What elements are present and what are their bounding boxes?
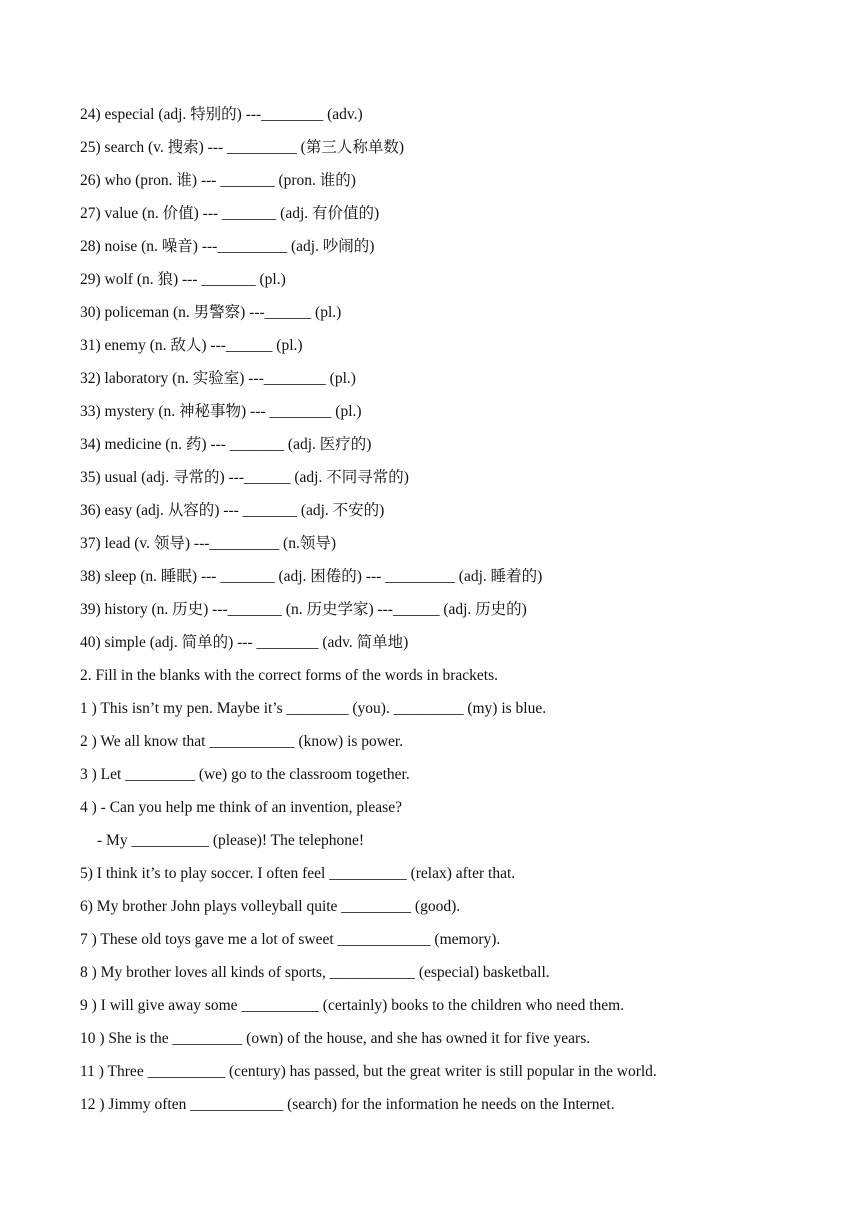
- word-item: 35) usual (adj. 寻常的) ---______ (adj. 不同寻常的): [80, 469, 409, 486]
- section-title: 2. Fill in the blanks with the correct forms of the words in brackets.: [80, 667, 498, 684]
- sentence-item: 5) I think it’s to play soccer. I often feel __________ (relax) after that.: [80, 865, 516, 882]
- worksheet-content: [80, 104, 780, 1127]
- word-item: 25) search (v. 搜索) --- _________ (第三人称单数): [80, 139, 404, 156]
- word-item: 40) simple (adj. 简单的) --- ________ (adv. 简单地): [80, 634, 409, 651]
- word-item: 36) easy (adj. 从容的) --- _______ (adj. 不安的): [80, 502, 385, 519]
- sentence-item: 4 ) - Can you help me think of an invention, please?: [80, 799, 402, 816]
- word-item: 29) wolf (n. 狼) --- _______ (pl.): [80, 271, 286, 288]
- sentence-item: 11 ) Three __________ (century) has passed, but the great writer is still popular in the world.: [80, 1063, 657, 1080]
- sentence-item: 2 ) We all know that ___________ (know) is power.: [80, 733, 404, 750]
- word-item: 38) sleep (n. 睡眠) --- _______ (adj. 困倦的) --- _________ (adj. 睡着的): [80, 568, 543, 585]
- word-item: 32) laboratory (n. 实验室) ---________ (pl.): [80, 370, 356, 387]
- word-item: 34) medicine (n. 药) --- _______ (adj. 医疗的): [80, 436, 372, 453]
- sentence-item: 7 ) These old toys gave me a lot of sweet ____________ (memory).: [80, 931, 501, 948]
- sentence-item: 6) My brother John plays volleyball quite _________ (good).: [80, 898, 461, 915]
- sentence-item: 10 ) She is the _________ (own) of the house, and she has owned it for five years.: [80, 1030, 591, 1047]
- word-item: 30) policeman (n. 男警察) ---______ (pl.): [80, 304, 342, 321]
- sentence-item-reply: - My __________ (please)! The telephone!: [97, 832, 365, 849]
- word-item: 39) history (n. 历史) ---_______ (n. 历史学家) ---______ (adj. 历史的): [80, 601, 527, 618]
- sentence-item: 9 ) I will give away some __________ (certainly) books to the children who need them.: [80, 997, 625, 1014]
- word-item: 24) especial (adj. 特别的) ---________ (adv.): [80, 106, 363, 123]
- word-item: 33) mystery (n. 神秘事物) --- ________ (pl.): [80, 403, 362, 420]
- word-item: 31) enemy (n. 敌人) ---______ (pl.): [80, 337, 303, 354]
- sentence-item: 12 ) Jimmy often ____________ (search) for the information he needs on the Internet.: [80, 1096, 615, 1113]
- word-item: 27) value (n. 价值) --- _______ (adj. 有价值的): [80, 205, 380, 222]
- word-item: 37) lead (v. 领导) ---_________ (n.领导): [80, 535, 336, 552]
- sentence-item: 1 ) This isn’t my pen. Maybe it’s ________ (you). _________ (my) is blue.: [80, 700, 547, 717]
- word-item: 26) who (pron. 谁) --- _______ (pron. 谁的): [80, 172, 356, 189]
- word-item: 28) noise (n. 噪音) ---_________ (adj. 吵闹的): [80, 238, 375, 255]
- sentence-item: 8 ) My brother loves all kinds of sports, ___________ (especial) basketball.: [80, 964, 550, 981]
- sentence-item: 3 ) Let _________ (we) go to the classroom together.: [80, 766, 410, 783]
